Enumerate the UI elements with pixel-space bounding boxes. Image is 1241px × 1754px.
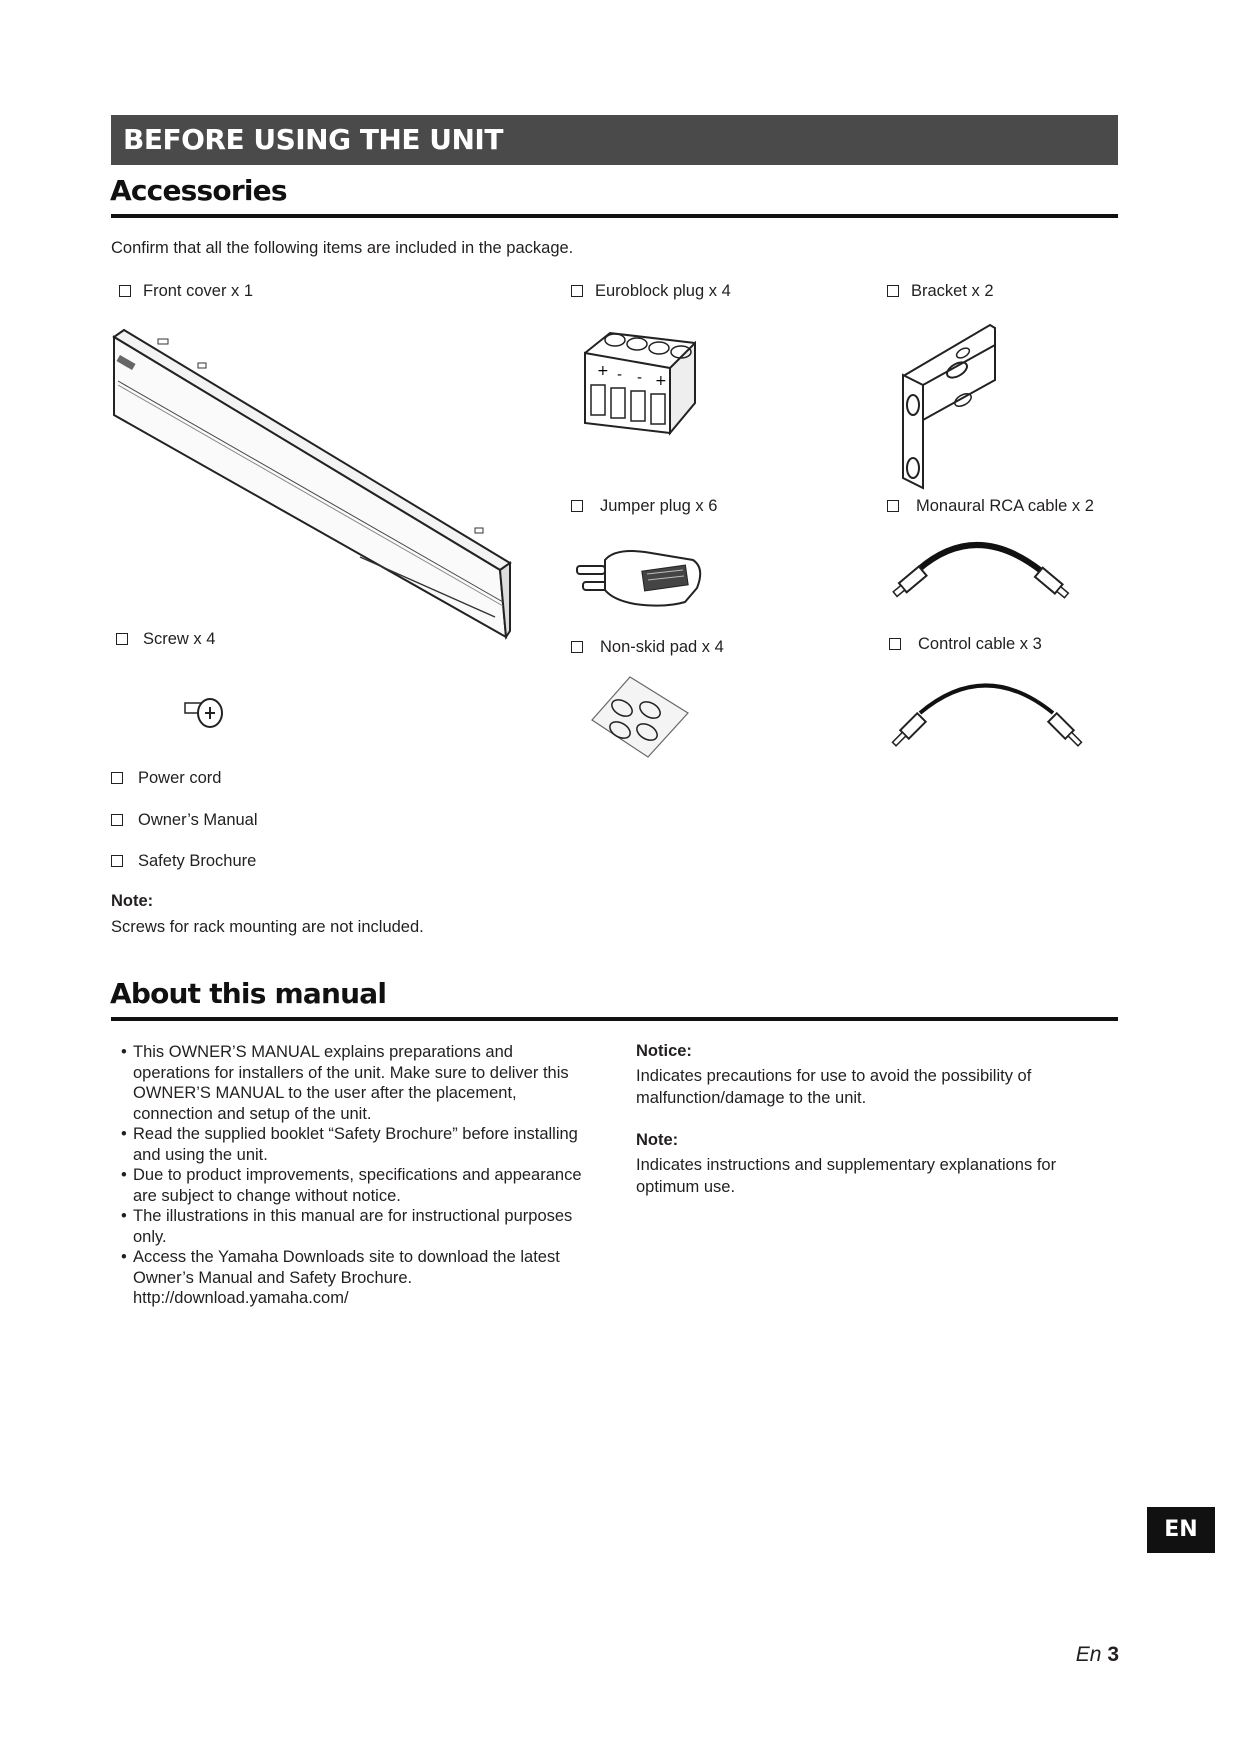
checkbox-icon: [571, 641, 583, 653]
list-item: • Access the Yamaha Downloads site to download the latest Owner’s Manual and Safety Brochure. http://download.yamaha.com/: [121, 1248, 560, 1307]
svg-text:-: -: [617, 367, 623, 383]
item-control-cable: Control cable x 3: [889, 634, 1042, 654]
checkbox-icon: [887, 285, 899, 297]
list-item: • Read the supplied booklet “Safety Brochure” before installing and using the unit.: [121, 1125, 578, 1164]
accessories-note-label: Note:: [111, 892, 154, 910]
page-number: [1076, 1643, 1119, 1667]
checkbox-icon: [116, 633, 128, 645]
section-title-banner: BEFORE USING THE UNIT: [111, 115, 1118, 165]
item-euroblock-plug: Euroblock plug x 4: [571, 281, 731, 301]
item-owners-manual: Owner’s Manual: [111, 810, 258, 830]
list-item: • The illustrations in this manual are for instructional purposes only.: [121, 1207, 573, 1246]
about-heading: About this manual: [110, 977, 387, 1010]
svg-text:-: -: [637, 370, 643, 386]
control-cable-illustration: [885, 668, 1095, 768]
checkbox-icon: [571, 285, 583, 297]
language-tab: EN: [1147, 1507, 1215, 1553]
notice-label: Notice:: [636, 1042, 692, 1060]
list-item: • This OWNER’S MANUAL explains preparations and operations for installers of the unit. Make sure to deliver this OWNER’S MANUAL to the user after the placement, connection and setup of the unit.: [121, 1043, 569, 1123]
checkbox-icon: [111, 772, 123, 784]
item-jumper-plug: Jumper plug x 6: [571, 496, 717, 516]
jumper-plug-illustration: [575, 540, 715, 620]
front-cover-illustration: [110, 325, 510, 640]
checkbox-icon: [889, 638, 901, 650]
notice-text: Indicates precautions for use to avoid the possibility of malfunction/damage to the unit.: [636, 1067, 1032, 1107]
accessories-intro: Confirm that all the following items are included in the package.: [111, 239, 574, 257]
list-item: • Due to product improvements, specifications and appearance are subject to change without notice.: [121, 1166, 582, 1205]
checkbox-icon: [111, 855, 123, 867]
item-front-cover: Front cover x 1: [119, 281, 253, 301]
about-note-label: Note:: [636, 1131, 679, 1149]
checkbox-icon: [571, 500, 583, 512]
euroblock-plug-illustration: [575, 323, 715, 443]
accessories-heading: Accessories: [110, 174, 287, 207]
bracket-illustration: [895, 320, 1005, 490]
checkbox-icon: [887, 500, 899, 512]
nonskid-pad-illustration: [590, 675, 690, 760]
page-number-value: 3: [1107, 1643, 1119, 1666]
accessories-note-text: Screws for rack mounting are not included.: [111, 918, 424, 936]
heading-rule: [111, 214, 1118, 218]
about-note-text: Indicates instructions and supplementary explanations for optimum use.: [636, 1156, 1057, 1196]
svg-text:+: +: [655, 373, 667, 389]
item-monaural-rca-cable: Monaural RCA cable x 2: [887, 496, 1094, 516]
screw-illustration: [183, 693, 233, 733]
item-power-cord: Power cord: [111, 768, 221, 788]
checkbox-icon: [111, 814, 123, 826]
item-bracket: Bracket x 2: [887, 281, 994, 301]
svg-text:+: +: [597, 363, 609, 379]
about-bullet-list: [111, 1042, 591, 1309]
item-screw: Screw x 4: [116, 629, 215, 649]
heading-rule: [111, 1017, 1118, 1021]
page-prefix: En: [1075, 1643, 1102, 1666]
download-url[interactable]: http://download.yamaha.com/: [133, 1289, 349, 1307]
item-nonskid-pad: Non-skid pad x 4: [571, 637, 724, 657]
checkbox-icon: [119, 285, 131, 297]
item-safety-brochure: Safety Brochure: [111, 851, 256, 871]
rca-cable-illustration: [890, 530, 1080, 615]
